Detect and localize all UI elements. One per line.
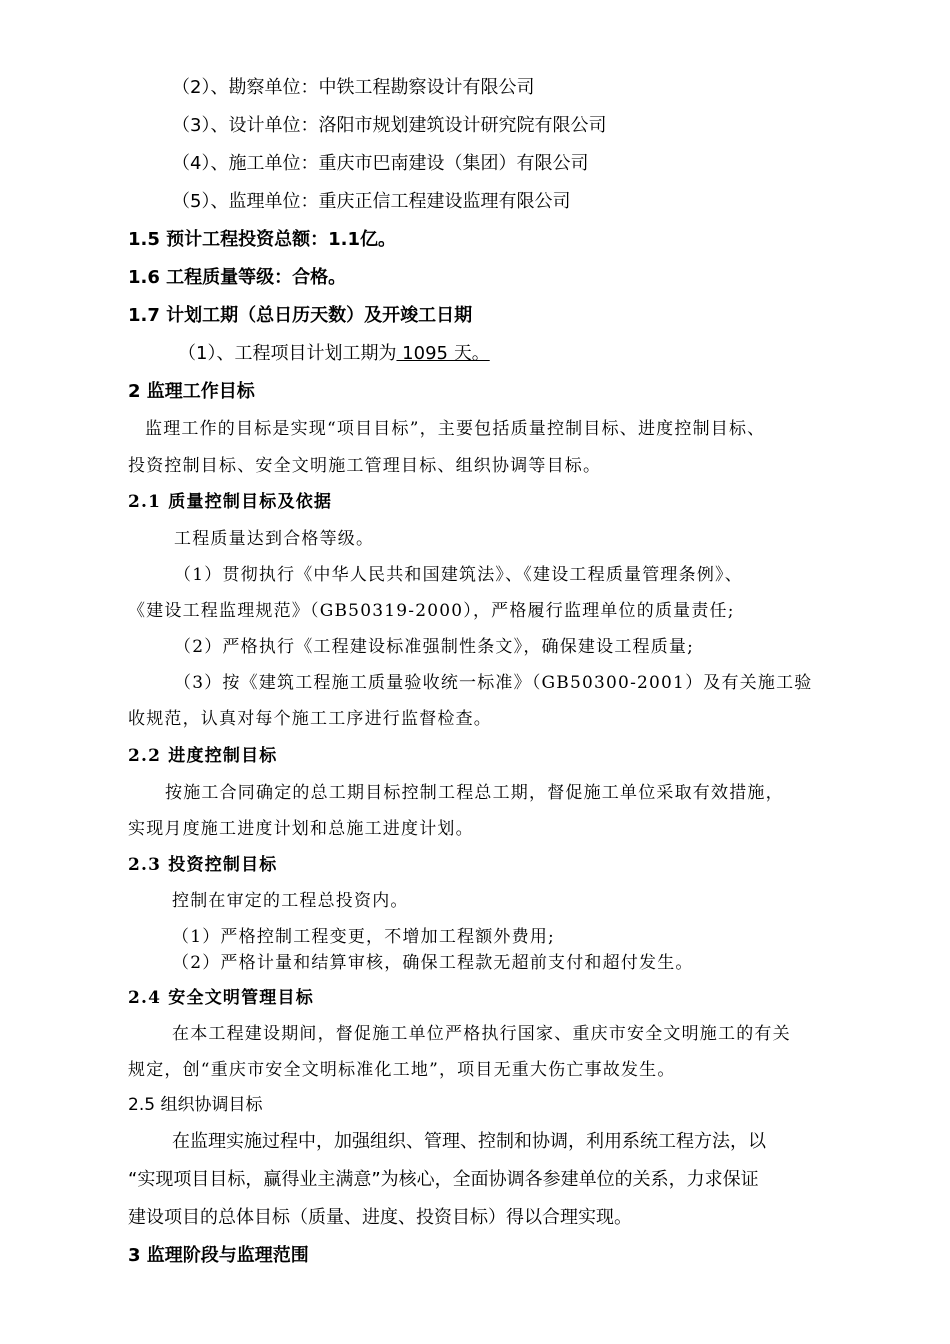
heading-2-1: 2.1 质量控制目标及依据 — [128, 492, 333, 512]
heading-2-4: 2.4 安全文明管理目标 — [128, 988, 314, 1008]
intro-line-2: 投资控制目标、安全文明施工管理目标、组织协调等目标。 — [128, 456, 602, 476]
quality-line-3: 《建设工程监理规范》（GB50319-2000），严格履行监理单位的质量责任; — [128, 601, 735, 621]
safety-line-2: 规定，创“重庆市安全文明标准化工地”，项目无重大伤亡事故发生。 — [128, 1060, 676, 1080]
planned-duration-line — [178, 345, 490, 363]
investment-line-1: 控制在审定的工程总投资内。 — [172, 891, 409, 911]
investment-line-3: （2）严格计量和结算审核，确保工程款无超前支付和超付发生。 — [172, 953, 694, 973]
coordination-line-1: 在监理实施过程中，加强组织、管理、控制和协调，利用系统工程方法，以 — [172, 1131, 766, 1152]
unit-construction: （4）、施工单位：重庆市巴南建设（集团）有限公司 — [172, 153, 589, 174]
intro-line-1: 监理工作的目标是实现“项目目标”，主要包括质量控制目标、进度控制目标、 — [145, 419, 766, 439]
heading-1-5: 1.5 预计工程投资总额：1.1亿。 — [128, 229, 397, 250]
heading-1-6: 1.6 工程质量等级：合格。 — [128, 267, 347, 288]
unit-supervision: （5）、监理单位：重庆正信工程建设监理有限公司 — [172, 191, 571, 212]
heading-2-2: 2.2 进度控制目标 — [128, 746, 278, 766]
planned-duration-value: 1095 天。 — [396, 343, 490, 364]
heading-2: 2 监理工作目标 — [128, 381, 255, 402]
coordination-line-3: 建设项目的总体目标（质量、进度、投资目标）得以合理实现。 — [128, 1207, 632, 1228]
quality-line-5: （3）按《建筑工程施工质量验收统一标准》（GB50300-2001）及有关施工验 — [174, 673, 813, 693]
heading-2-5: 2.5 组织协调目标 — [128, 1095, 263, 1115]
coordination-line-2: “实现项目目标，赢得业主满意”为核心，全面协调各参建单位的关系，力求保证 — [128, 1169, 759, 1190]
schedule-line-2: 实现月度施工进度计划和总施工进度计划。 — [128, 819, 474, 839]
heading-2-3: 2.3 投资控制目标 — [128, 855, 278, 875]
quality-line-1: 工程质量达到合格等级。 — [174, 529, 375, 549]
quality-line-4: （2）严格执行《工程建设标准强制性条文》，确保建设工程质量; — [174, 637, 695, 657]
schedule-line-1: 按施工合同确定的总工期目标控制工程总工期，督促施工单位采取有效措施， — [165, 783, 784, 803]
safety-line-1: 在本工程建设期间，督促施工单位严格执行国家、重庆市安全文明施工的有关 — [172, 1024, 791, 1044]
heading-3: 3 监理阶段与监理范围 — [128, 1245, 309, 1266]
planned-duration-prefix: （1）、工程项目计划工期为 — [178, 343, 397, 364]
quality-line-6: 收规范，认真对每个施工工序进行监督检查。 — [128, 709, 492, 729]
unit-survey: （2）、勘察单位：中铁工程勘察设计有限公司 — [172, 77, 535, 98]
investment-line-2: （1）严格控制工程变更，不增加工程额外费用; — [172, 927, 555, 947]
unit-design: （3）、设计单位：洛阳市规划建筑设计研究院有限公司 — [172, 115, 607, 136]
quality-line-2: （1）贯彻执行《中华人民共和国建筑法》、《建设工程质量管理条例》、 — [174, 565, 743, 585]
heading-1-7: 1.7 计划工期（总日历天数）及开竣工日期 — [128, 305, 473, 326]
